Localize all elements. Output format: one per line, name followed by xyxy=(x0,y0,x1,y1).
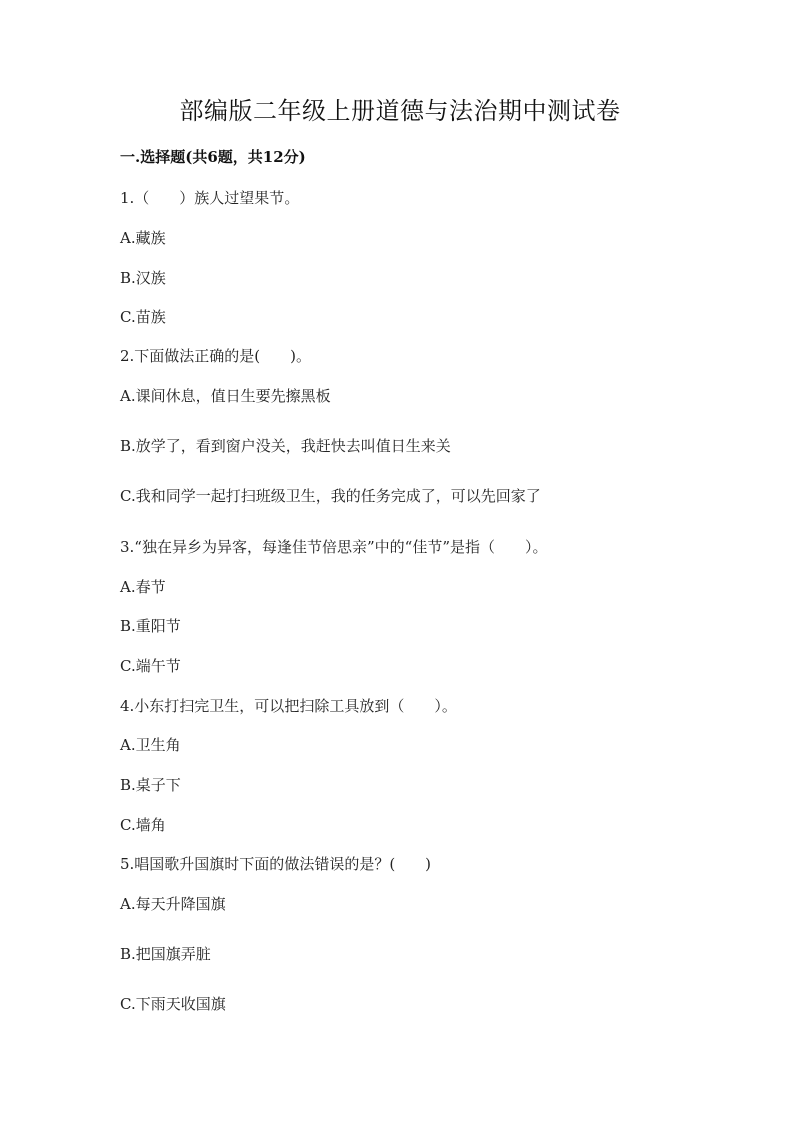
question-4-option-c: C.墙角 xyxy=(120,816,166,834)
question-2-option-a: A.课间休息，值日生要先擦黑板 xyxy=(120,387,331,405)
question-3-option-b: B.重阳节 xyxy=(120,617,181,635)
question-5-option-c: C.下雨天收国旗 xyxy=(120,995,226,1013)
question-2-option-b: B.放学了，看到窗户没关，我赶快去叫值日生来关 xyxy=(120,437,451,455)
question-5-stem: 5.唱国歌升国旗时下面的做法错误的是？( ) xyxy=(120,855,432,873)
page-title: 部编版二年级上册道德与法治期中测试卷 xyxy=(179,97,621,125)
section-heading: 一.选择题(共6题，共12分) xyxy=(120,148,306,166)
question-4-option-a: A.卫生角 xyxy=(120,736,181,754)
question-3-stem: 3.“独在异乡为异客，每逢佳节倍思亲”中的“佳节”是指（ ）。 xyxy=(120,538,548,556)
question-4-option-b: B.桌子下 xyxy=(120,776,181,794)
question-1-option-c: C.苗族 xyxy=(120,308,166,326)
question-1-option-b: B.汉族 xyxy=(120,269,166,287)
question-3-option-a: A.春节 xyxy=(120,578,166,596)
question-3-option-c: C.端午节 xyxy=(120,657,181,675)
question-1-stem: 1.（ ）族人过望果节。 xyxy=(120,189,300,207)
question-2-stem: 2.下面做法正确的是( )。 xyxy=(120,347,312,365)
question-1-option-a: A.藏族 xyxy=(120,229,166,247)
question-5-option-a: A.每天升降国旗 xyxy=(120,895,226,913)
question-5-option-b: B.把国旗弄脏 xyxy=(120,945,211,963)
question-2-option-c: C.我和同学一起打扫班级卫生，我的任务完成了，可以先回家了 xyxy=(120,487,541,505)
question-4-stem: 4.小东打扫完卫生，可以把扫除工具放到（ ）。 xyxy=(120,697,457,715)
